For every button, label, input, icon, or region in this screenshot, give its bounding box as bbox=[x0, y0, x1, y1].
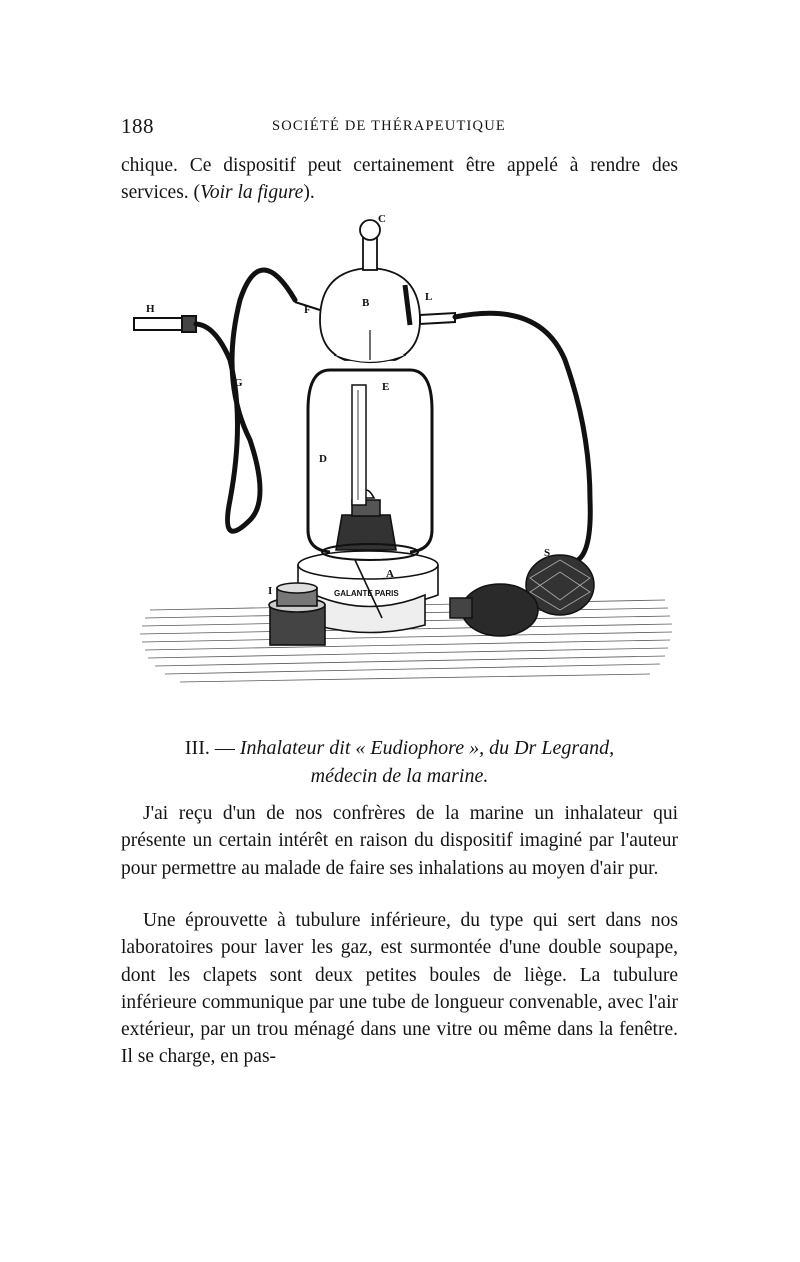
body-paragraph-2: Une éprouvette à tubulure inférieure, du type qui sert dans nos laboratoires pour laver les gaz, est surmontée d'une double soupape, dont les clapets sont deux petites boules de liège. La tubulure inférieure communique par une tube de longueur convenable, avec l'air extérieur, par un trou ménagé dans une vitre ou même dans la fenêtre. Il se charge, en pas- bbox=[121, 910, 678, 1068]
label-s: S bbox=[544, 547, 551, 559]
label-e: E bbox=[382, 381, 390, 393]
label-a: A bbox=[386, 568, 394, 580]
label-h: H bbox=[146, 303, 155, 315]
figure-reference: Voir la figure bbox=[200, 182, 304, 204]
label-d: D bbox=[319, 453, 327, 465]
maker-stamp: GALANTE PARIS bbox=[334, 589, 399, 598]
body-paragraph-1: J'ai reçu d'un de nos confrères de la marine un inhalateur qui présente un certain intérêt en raison du dispositif imaginé par l'auteur pour permettre au malade de faire ses inhalations au moyen d'air pur. bbox=[121, 803, 678, 879]
label-f: F bbox=[304, 304, 311, 316]
cup bbox=[269, 583, 325, 645]
inhaler-illustration bbox=[120, 200, 680, 700]
inhalation-bulb bbox=[450, 555, 594, 636]
page-number: 188 bbox=[121, 114, 154, 138]
intro-paragraph bbox=[121, 152, 678, 207]
label-i: I bbox=[268, 585, 273, 597]
label-c: C bbox=[378, 213, 386, 225]
intro-text: chique. Ce dispositif peut certainement être appelé à rendre des services. ( bbox=[121, 155, 678, 204]
label-l: L bbox=[425, 291, 433, 303]
running-head: SOCIÉTÉ DE THÉRAPEUTIQUE bbox=[272, 118, 506, 134]
intro-close: ). bbox=[303, 182, 315, 204]
central-tube bbox=[352, 385, 366, 505]
figure-caption bbox=[121, 734, 678, 763]
figure-caption-line2: médecin de la marine. bbox=[310, 765, 489, 787]
caption-number: III. — bbox=[184, 737, 235, 759]
label-b: B bbox=[362, 297, 370, 309]
caption-title: Inhalateur dit « Eudiophore », du Dr Legrand, bbox=[239, 737, 615, 759]
flask bbox=[320, 220, 420, 363]
label-g: G bbox=[234, 377, 243, 389]
